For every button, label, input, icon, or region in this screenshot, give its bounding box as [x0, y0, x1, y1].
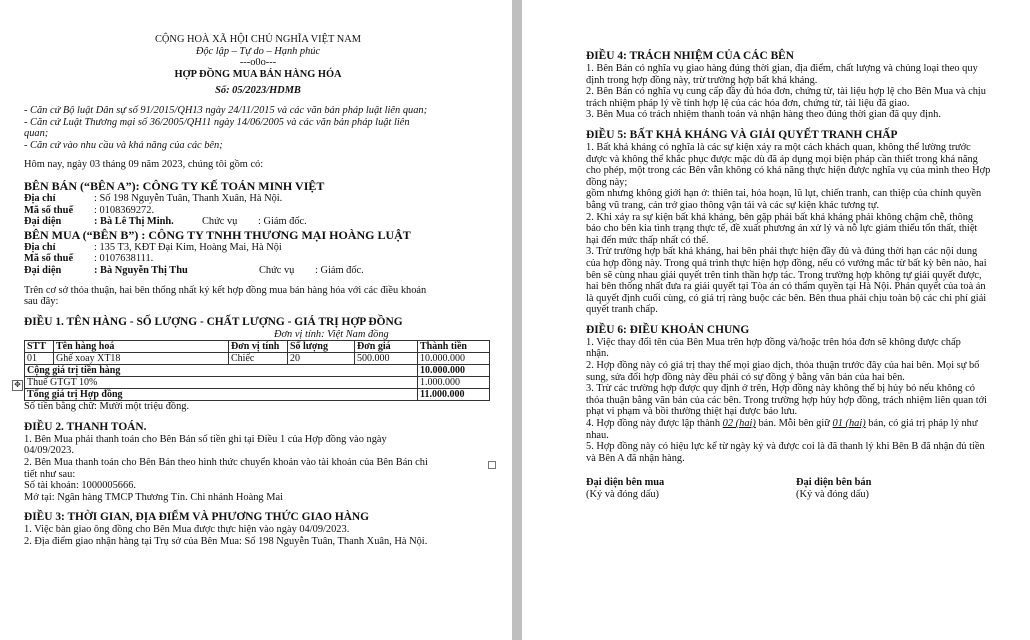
article-6-line: nhận.	[586, 348, 609, 360]
header-cell: Số lượng	[288, 341, 355, 353]
article-1-heading: ĐIỀU 1. TÊN HÀNG - SỐ LƯỢNG - CHẤT LƯỢNG - GIÁ TRỊ HỢP ĐỒNG	[24, 315, 403, 328]
article-5-line: của hợp đồng này. Trong quá trình thực hiện hợp đồng, nếu có vướng mắc từ bất kỳ bên nào, hai	[586, 257, 987, 269]
cell: 01	[25, 353, 54, 365]
cell: 10.000.000	[418, 353, 490, 365]
article-6-line: và Bên A đã nhận hàng.	[586, 452, 685, 464]
header-cell: Đơn vị tính	[229, 341, 288, 353]
article-5-heading: ĐIỀU 5: BẤT KHẢ KHÁNG VÀ GIẢI QUYẾT TRANH CHẤP	[586, 128, 898, 141]
article-5-line: bằng vũ trang, cản trở giao thông vận tải và các sự kiện khác tương tự.	[586, 199, 880, 211]
subtotal-row	[25, 365, 490, 377]
basis-line: quan;	[24, 128, 49, 140]
article-4-line: định trong hợp đồng này, trừ trường hợp bất khả kháng.	[586, 74, 818, 86]
ornament: ---o0o---	[239, 57, 277, 69]
article-2-heading: ĐIỀU 2. THANH TOÁN.	[24, 420, 147, 433]
buyer-signature-title: Đại diện bên mua	[586, 477, 665, 489]
basis-line: - Căn cứ vào nhu cầu và khả năng của các bên;	[24, 139, 223, 151]
table-row	[25, 353, 490, 365]
total-row	[25, 389, 490, 401]
date-line: Hôm nay, ngày 03 tháng 09 năm 2023, chúng tôi gồm có:	[24, 159, 264, 171]
seller-rep-row: Đại diện : Bà Lê Thị Minh. Chức vụ : Giám đốc.	[24, 216, 307, 228]
vat-row	[25, 377, 490, 389]
legal-bases	[24, 105, 492, 151]
vat-value: 1.000.000	[418, 377, 490, 389]
table-header-row	[25, 341, 490, 353]
subtotal-label: Cộng giá trị tiền hàng	[25, 365, 418, 377]
table-resize-handle[interactable]	[488, 461, 496, 469]
cell: 500.000	[355, 353, 418, 365]
total-label: Tổng giá trị Hợp đồng	[25, 389, 418, 401]
seller-address-row: Địa chỉ : Số 198 Nguyễn Tuân, Thanh Xuân, Hà Nội.	[24, 192, 283, 204]
seller-signature-note: (Ký và đóng dấu)	[796, 489, 870, 500]
article-5-line: là quyết định cuối cùng, có giá trị ràng buộc các bên. Bên thua phải chịu toàn bộ các chi phí giải	[586, 292, 987, 304]
total-value: 11.000.000	[418, 389, 490, 401]
article-5-line: 2. Khi xảy ra sự kiện bất khả kháng, bên gặp phải bất khả kháng phải không chậm chễ, thông	[586, 211, 974, 223]
seller-signature-title: Đại diện bên bán	[796, 477, 872, 489]
article-6-line: 2. Hợp đồng này có giá trị thay thế mọi giao dịch, thỏa thuận trước đây của hai bên. Mọi sự bổ	[586, 360, 980, 372]
article-3-line: 1. Việc bàn giao ông đồng cho Bên Mua được thực hiện vào ngày 04/09/2023.	[24, 524, 350, 536]
basis-line: - Căn cứ Bộ luật Dân sự số 91/2015/QH13 ngày 24/11/2015 và các văn bản pháp luật liên quan;	[24, 104, 428, 116]
article-5-line: báo cho bên kia tình trạng thực tế, đề xuất phương án xử lý và nỗ lực giảm thiểu tổn thất, thiệt	[586, 223, 978, 235]
cell: Ghế xoay XT18	[54, 353, 229, 365]
buyer-address-row: Địa chỉ : 135 T3, KĐT Đại Kim, Hoàng Mai, Hà Nội	[24, 241, 282, 253]
article-6-line-4: 4. Hợp đồng này được lập thành 02 (hai) bản. Mỗi bên giữ 01 (hai) bản, có giá trị pháp lý như	[586, 418, 978, 430]
article-2-line: 2. Bên Mua thanh toán cho Bên Bán theo hình thức chuyển khoản vào tài khoản của Bên Bán chi	[24, 457, 428, 469]
article-6-line: nhau.	[586, 429, 609, 441]
subtotal-value: 10.000.000	[418, 365, 490, 377]
seller-tax-row: Mã số thuế : 0108369272.	[24, 204, 155, 216]
article-5-line: được và không thể khắc phục được mặc dù đã áp dụng mọi biện pháp cần thiết trong khả năng	[586, 153, 978, 165]
article-2-line: tiết như sau:	[24, 468, 76, 480]
buyer-heading: BÊN MUA (“BÊN B”) : CÔNG TY TNHH THƯƠNG MẠI HOÀNG LUẬT	[24, 227, 411, 242]
document-page-1	[0, 0, 512, 640]
article-5-line: cho phép, một trong các Bên vẫn không có khả năng thực hiện được nghĩa vụ của mình theo Hợp	[586, 165, 991, 177]
article-6-line: 1. Việc thay đổi tên của Bên Mua trên hợp đồng và/hoặc trên hóa đơn sẽ không được chấp	[586, 336, 961, 348]
header-cell: Tên hàng hoá	[54, 341, 229, 353]
article-2-line: Số tài khoản: 1000005666.	[24, 480, 136, 492]
signature-notes	[586, 489, 1016, 501]
vat-label: Thuế GTGT 10%	[25, 377, 418, 389]
goods-table	[24, 340, 490, 401]
signature-titles	[586, 477, 1016, 489]
article-2-line: 04/09/2023.	[24, 445, 74, 457]
contract-number: Số: 05/2023/HDMB	[215, 85, 301, 97]
cell: Chiếc	[229, 353, 288, 365]
header-cell: Thành tiền	[418, 341, 490, 353]
article-4-heading: ĐIỀU 4: TRÁCH NHIỆM CỦA CÁC BÊN	[586, 50, 795, 62]
motto: Độc lập – Tự do – Hạnh phúc	[195, 45, 321, 57]
table-move-handle-icon[interactable]: ✥	[12, 380, 23, 391]
article-5-line: gồm nhưng không giới hạn ở: thiên tai, hỏa hoạn, lũ lụt, chiến tranh, can thiệp của chính quyền	[586, 188, 982, 200]
article-5-line: hai bên thống nhất đưa ra giải quyết tại Tòa án có thẩm quyền tại Hà Nội. Phán quyết của toà án	[586, 281, 986, 293]
document-page-2	[522, 0, 1030, 640]
article-5-line: bên sẽ cùng nhau giải quyết trên tinh thần hợp tác. Trong trường hợp không tự giải quyết được,	[586, 269, 982, 281]
article-4-line: 2. Bên Bán có nghĩa vụ cung cấp đầy đủ hóa đơn, chứng từ, tài liệu hợp lệ cho Bên Mua và chịu	[586, 86, 986, 98]
cell: 20	[288, 353, 355, 365]
article-6-line: sung, sửa đổi hợp đồng này đều phải có sự đồng ý bằng văn bản của hai bên.	[586, 371, 905, 383]
agreement-line: Trên cơ sở thỏa thuận, hai bên thống nhất ký kết hợp đồng mua bán hàng hóa với các điều khoản	[24, 284, 427, 296]
page-gap	[512, 0, 522, 640]
article-6-line: 3. Trừ các trường hợp được quy định ở trên, Hợp đồng này không thể bị hủy bỏ nếu không có	[586, 383, 975, 395]
article-4-line: 3. Bên Mua có trách nhiệm thanh toán và nhận hàng theo đúng thời gian đã quy định.	[586, 109, 941, 121]
article-3-line: 2. Địa điểm giao nhận hàng tại Trụ sở của Bên Mua: Số 198 Nguyễn Tuân, Thanh Xuân, Hà Nội.	[24, 536, 428, 548]
article-4-line: trách nhiệm pháp lý về tính hợp lệ của các hóa đơn, chứng từ, tài liệu đã giao.	[586, 97, 910, 109]
header-cell: STT	[25, 341, 54, 353]
buyer-tax-row: Mã số thuế : 0107638111.	[24, 253, 154, 265]
article-6-heading: ĐIỀU 6: ĐIỀU KHOẢN CHUNG	[586, 323, 750, 336]
copies-count: 02 (hai)	[722, 418, 756, 430]
article-2-line: Mở tại: Ngân hàng TMCP Thương Tín. Chi nhánh Hoàng Mai	[24, 491, 283, 503]
article-5-line: 1. Bất khả kháng có nghĩa là các sự kiện xảy ra một cách khách quan, không thể lường trước	[586, 141, 971, 153]
nation-header: CỘNG HOÀ XÃ HỘI CHỦ NGHĨA VIỆT NAM	[155, 34, 361, 45]
amount-in-words: Số tiền bằng chữ: Mười một triệu đồng.	[24, 401, 190, 413]
buyer-rep-row: Đại diện : Bà Nguyễn Thị Thu Chức vụ : Giám đốc.	[24, 264, 364, 276]
article-5-line: quyết tranh chấp.	[586, 304, 658, 316]
article-2-line: 1. Bên Mua phải thanh toán cho Bên Bán số tiền ghi tại Điều 1 của Hợp đồng vào ngày	[24, 433, 387, 445]
seller-heading: BÊN BÁN (“BÊN A”): CÔNG TY KẾ TOÁN MINH VIỆT	[24, 178, 325, 193]
article-5-line: hại đến mức thấp nhất có thể.	[586, 234, 709, 246]
buyer-signature-note: (Ký và đóng dấu)	[586, 489, 660, 500]
article-4-line: 1. Bên Bán có nghĩa vụ giao hàng đúng thời gian, địa điểm, chất lượng và chủng loại theo quy	[586, 63, 978, 74]
contract-title: HỢP ĐỒNG MUA BÁN HÀNG HÓA	[174, 68, 342, 80]
article-6-line: 5. Hợp đồng này có hiệu lực kể từ ngày ký và được coi là đã thanh lý khi Bên B đã nhận đủ tiền	[586, 441, 985, 453]
article-5-line: 3. Trừ trường hợp bất khả kháng, hai bên phải thực hiện đầy đủ và đúng thời hạn các nội dung	[586, 246, 978, 258]
article-5-line: đồng này;	[586, 176, 628, 188]
article-6-line: phạt vi phạm và bồi thường thiệt hại được bảo lưu.	[586, 406, 798, 418]
agreement-line: sau đây:	[24, 296, 59, 308]
basis-line: - Căn cứ Luật Thương mại số 36/2005/QH11 ngày 14/06/2005 và các văn bản pháp luật liên	[24, 116, 410, 128]
header-cell: Đơn giá	[355, 341, 418, 353]
copies-each: 01 (hai)	[832, 418, 866, 430]
article-6-line: thỏa thuận bằng văn bản của các bên. Trong trường hợp hủy hợp đồng, trách nhiệm liên quan tới	[586, 394, 988, 406]
currency-note: Đơn vị tính: Việt Nam đồng	[274, 328, 389, 340]
article-3-heading: ĐIỀU 3: THỜI GIAN, ĐỊA ĐIỂM VÀ PHƯƠNG THỨC GIAO HÀNG	[24, 511, 370, 524]
